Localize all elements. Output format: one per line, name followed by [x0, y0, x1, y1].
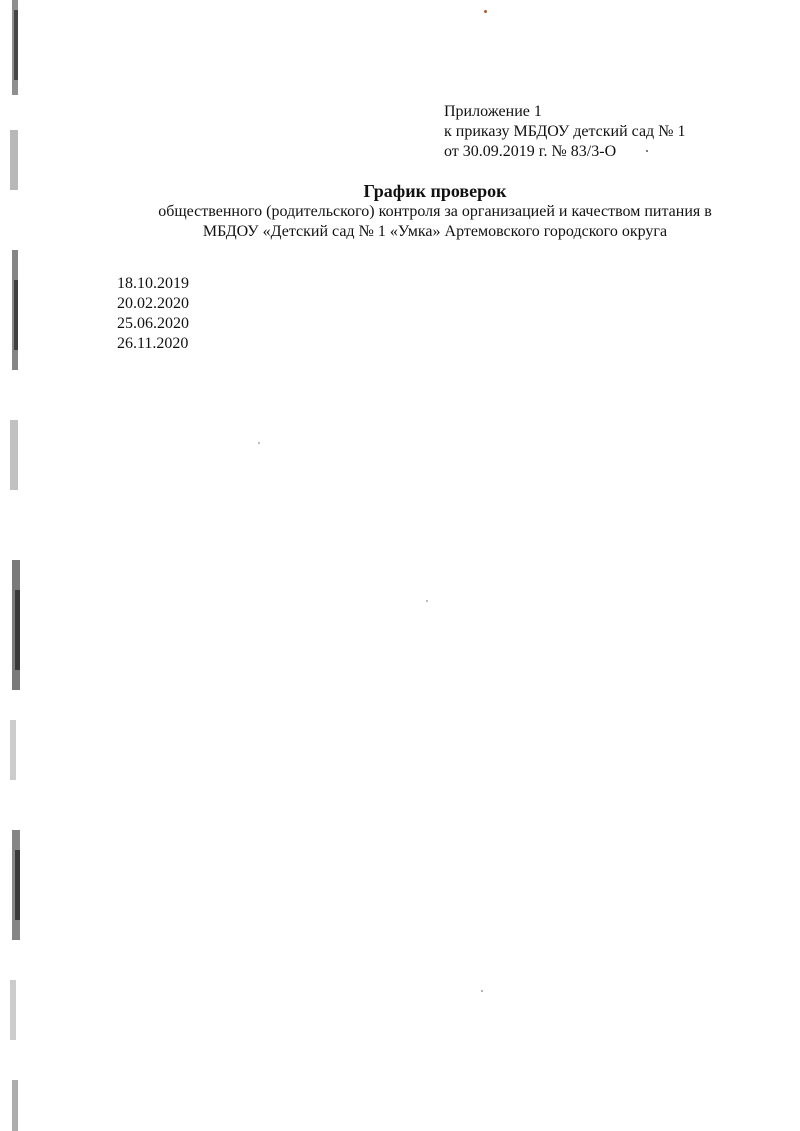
appendix-line-1: Приложение 1 — [444, 103, 542, 120]
scan-speck — [646, 150, 648, 152]
inspection-date: 25.06.2020 — [117, 315, 189, 332]
scan-speck — [484, 10, 487, 13]
appendix-header — [444, 102, 685, 162]
title-block — [100, 180, 770, 242]
document-subtitle-line-1: общественного (родительского) контроля за организацией и качеством питания в — [158, 203, 712, 220]
inspection-date: 18.10.2019 — [117, 275, 189, 292]
appendix-line-2: к приказу МБДОУ детский сад № 1 — [444, 123, 686, 140]
inspection-dates-list — [117, 274, 189, 354]
document-subtitle-line-2: МБДОУ «Детский сад № 1 «Умка» Артемовского городского округа — [202, 223, 668, 240]
scan-speck — [258, 442, 260, 444]
scan-edge-artifact — [0, 0, 26, 1131]
document-title: График проверок — [363, 181, 507, 201]
scan-speck — [481, 990, 483, 992]
inspection-date: 26.11.2020 — [117, 335, 189, 352]
appendix-line-3: от 30.09.2019 г. № 83/3-О — [444, 143, 617, 160]
inspection-date: 20.02.2020 — [117, 295, 189, 312]
scan-speck — [426, 600, 428, 602]
